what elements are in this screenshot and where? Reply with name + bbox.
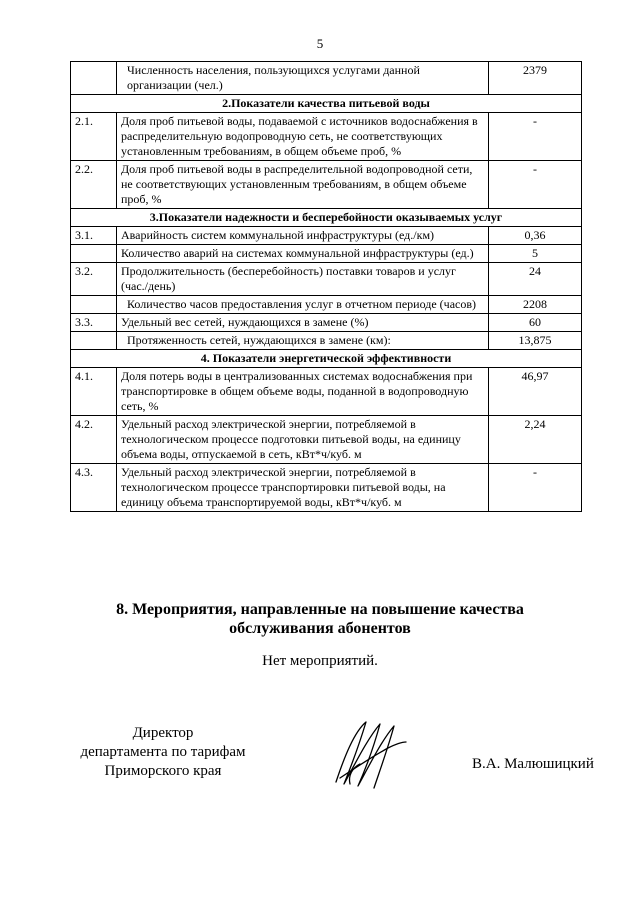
section-8-heading	[0, 600, 640, 638]
row-text: Доля проб питьевой воды, подаваемой с источников водоснабжения в распределительную водопроводную сеть, не соответствующих установленным требованиям, в общем объеме проб, %	[117, 113, 489, 161]
row-value: -	[489, 161, 582, 209]
section-header-row	[71, 209, 582, 227]
row-value: -	[489, 113, 582, 161]
signatory-name: В.А. Малюшицкий	[472, 756, 594, 772]
table-row	[71, 332, 582, 350]
row-value: 2379	[489, 62, 582, 95]
table-row	[71, 161, 582, 209]
row-number: 2.2.	[71, 161, 117, 209]
row-number	[71, 332, 117, 350]
row-number: 3.2.	[71, 263, 117, 296]
signatory-title-line1: Директор	[132, 725, 194, 741]
table-row	[71, 314, 582, 332]
row-value: -	[489, 464, 582, 512]
row-value: 60	[489, 314, 582, 332]
section-8-title-line1: 8. Мероприятия, направленные на повышение качества	[116, 601, 524, 618]
table-row	[71, 368, 582, 416]
row-number	[71, 296, 117, 314]
table-row	[71, 62, 582, 95]
section-8-body: Нет мероприятий.	[262, 653, 378, 669]
row-text: Доля проб питьевой воды в распределительной водопроводной сети, не соответствующих установленным требованиям, в общем объеме проб, %	[117, 161, 489, 209]
row-number	[71, 245, 117, 263]
row-number: 4.3.	[71, 464, 117, 512]
row-text: Аварийность систем коммунальной инфраструктуры (ед./км)	[117, 227, 489, 245]
signatory-title-line2: департамента по тарифам	[80, 744, 246, 760]
row-value: 24	[489, 263, 582, 296]
section-header-row	[71, 350, 582, 368]
indicators-table	[70, 61, 582, 512]
row-text: Продолжительность (бесперебойность) поставки товаров и услуг (час./день)	[117, 263, 489, 296]
table-row	[71, 464, 582, 512]
row-value: 2208	[489, 296, 582, 314]
row-number: 4.2.	[71, 416, 117, 464]
row-number	[71, 62, 117, 95]
table-row	[71, 227, 582, 245]
signatory-title-line3: Приморского края	[104, 763, 222, 779]
signatory-title	[70, 724, 256, 781]
row-text: Количество часов предоставления услуг в отчетном периоде (часов)	[117, 296, 489, 314]
row-text: Протяженность сетей, нуждающихся в замене (км):	[117, 332, 489, 350]
row-value: 5	[489, 245, 582, 263]
section-8-title-line2: обслуживания абонентов	[229, 620, 411, 637]
row-text: Удельный расход электрической энергии, потребляемой в технологическом процессе подготовки питьевой воды, на единицу объема воды, отпускаемой в сеть, кВт*ч/куб. м	[117, 416, 489, 464]
row-text: Количество аварий на системах коммунальной инфраструктуры (ед.)	[117, 245, 489, 263]
section-4-title: 4. Показатели энергетической эффективности	[71, 350, 582, 368]
row-value: 13,875	[489, 332, 582, 350]
table-row	[71, 416, 582, 464]
table-row	[71, 113, 582, 161]
row-number: 2.1.	[71, 113, 117, 161]
table-row	[71, 263, 582, 296]
table-row	[71, 245, 582, 263]
row-value: 2,24	[489, 416, 582, 464]
row-text: Численность населения, пользующихся услугами данной организации (чел.)	[117, 62, 489, 95]
row-number: 3.3.	[71, 314, 117, 332]
section-header-row	[71, 95, 582, 113]
table-row	[71, 296, 582, 314]
handwritten-signature	[330, 718, 410, 792]
row-text: Удельный расход электрической энергии, потребляемой в технологическом процессе транспортировки питьевой воды, на единицу объема транспортируемой воды, кВт*ч/куб. м	[117, 464, 489, 512]
row-value: 0,36	[489, 227, 582, 245]
section-3-title: 3.Показатели надежности и бесперебойности оказываемых услуг	[71, 209, 582, 227]
row-number: 4.1.	[71, 368, 117, 416]
row-number: 3.1.	[71, 227, 117, 245]
row-text: Удельный вес сетей, нуждающихся в замене (%)	[117, 314, 489, 332]
page-number: 5	[316, 36, 324, 51]
row-text: Доля потерь воды в централизованных системах водоснабжения при транспортировке в общем объеме воды, поданной в водопроводную сеть, %	[117, 368, 489, 416]
row-value: 46,97	[489, 368, 582, 416]
section-2-title: 2.Показатели качества питьевой воды	[71, 95, 582, 113]
